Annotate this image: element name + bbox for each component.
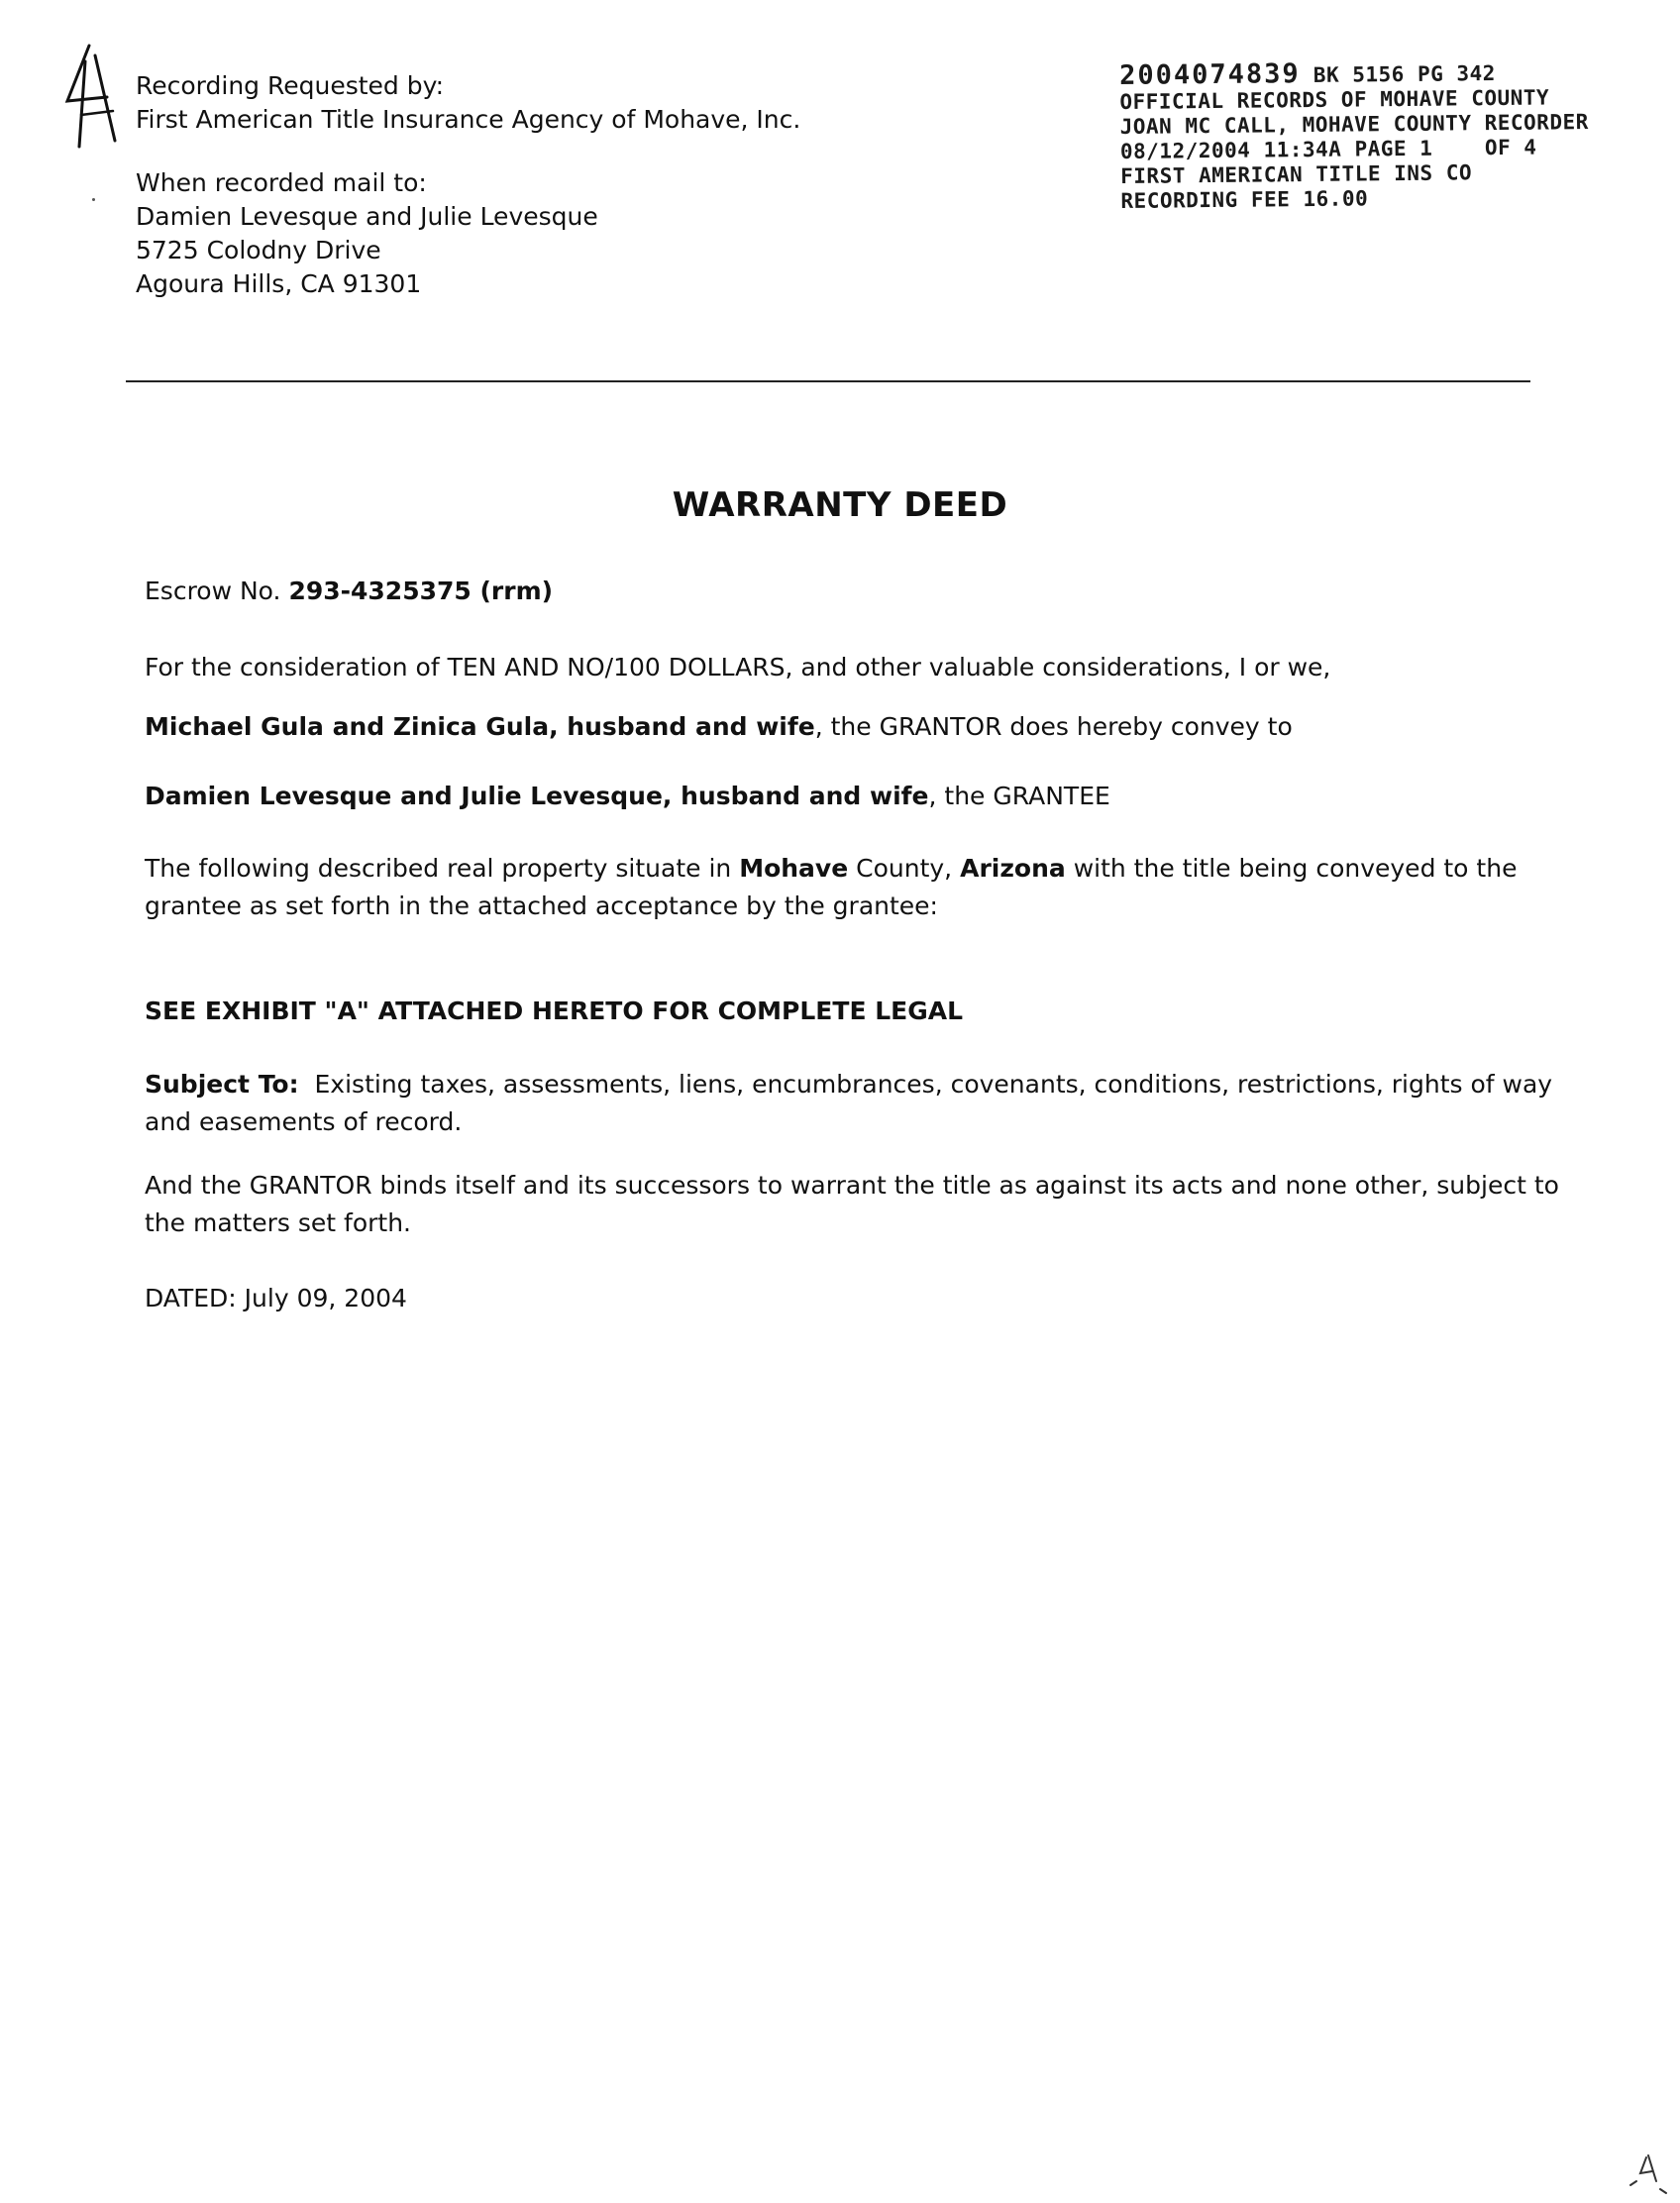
recording-info: [136, 69, 800, 301]
property-county: Mohave: [739, 854, 849, 883]
header-divider: [126, 380, 1530, 382]
escrow-label: Escrow No.: [145, 577, 281, 605]
stamp-page-of: OF 4: [1484, 135, 1537, 160]
document-title: WARRANTY DEED: [672, 485, 1008, 525]
stamp-recorder: JOAN MC CALL, MOHAVE COUNTY RECORDER: [1119, 110, 1589, 139]
warranty-text-2: the matters set forth.: [145, 1208, 412, 1237]
stamp-official-records: OFFICIAL RECORDS OF MOHAVE COUNTY: [1119, 85, 1550, 114]
property-text-4: grantee as set forth in the attached acceptance by the grantee:: [145, 892, 938, 920]
escrow-number: 293-4325375 (rrm): [288, 577, 554, 605]
grantee-suffix: , the GRANTEE: [928, 782, 1110, 810]
scan-speck: [92, 198, 95, 201]
dated-label: DATED:: [145, 1284, 237, 1312]
exhibit-line: [145, 993, 1531, 1030]
escrow-line: [145, 573, 1531, 610]
property-text-1: The following described real property situate in: [145, 854, 732, 883]
warranty-paragraph: [145, 1167, 1559, 1242]
stamp-fee: RECORDING FEE 16.00: [1120, 186, 1369, 213]
stamp-book-page: BK 5156 PG 342: [1312, 61, 1496, 87]
subject-to-text-1: Existing taxes, assessments, liens, encumbrances, covenants, conditions, restrictions, rights of way: [314, 1070, 1553, 1099]
consideration-line: For the consideration of TEN AND NO/100 DOLLARS, and other valuable considerations, I or we,: [145, 653, 1331, 682]
stamp-datetime: 08/12/2004 11:34A PAGE 1: [1119, 136, 1433, 163]
warranty-text-1: And the GRANTOR binds itself and its successors to warrant the title as against its acts and none other, subject to: [145, 1171, 1559, 1200]
subject-to-label: Subject To:: [145, 1070, 299, 1099]
recording-requested-by: First American Title Insurance Agency of Mohave, Inc.: [136, 105, 801, 134]
property-paragraph: [145, 850, 1531, 925]
grantee-line: [145, 778, 1531, 815]
grantor-names: Michael Gula and Zinica Gula, husband and wife: [145, 712, 815, 741]
handwritten-mark: [59, 42, 117, 151]
stamp-company: FIRST AMERICAN TITLE INS CO: [1120, 160, 1473, 188]
exhibit-text: SEE EXHIBIT "A" ATTACHED HERETO FOR COMPLETE LEGAL: [145, 997, 964, 1025]
grantor-line: [145, 708, 1531, 746]
recorder-stamp: [1119, 58, 1590, 214]
mail-to-name: Damien Levesque and Julie Levesque: [136, 202, 598, 231]
dated-value: July 09, 2004: [244, 1284, 407, 1312]
property-text-3: with the title being conveyed to the: [1073, 854, 1518, 883]
subject-to-paragraph: [145, 1066, 1553, 1141]
subject-to-text-2: and easements of record.: [145, 1107, 463, 1136]
recording-requested-label: Recording Requested by:: [136, 71, 444, 100]
grantor-suffix: , the GRANTOR does hereby convey to: [814, 712, 1293, 741]
mail-to-city: Agoura Hills, CA 91301: [136, 269, 422, 298]
grantee-names: Damien Levesque and Julie Levesque, husband and wife: [145, 782, 929, 810]
mail-to-label: When recorded mail to:: [136, 168, 427, 197]
property-text-2: County,: [856, 854, 953, 883]
dated-line: [145, 1280, 1531, 1317]
property-state: Arizona: [960, 854, 1066, 883]
stamp-doc-number: 2004074839: [1118, 58, 1301, 91]
mail-to-street: 5725 Colodny Drive: [136, 236, 381, 264]
scan-artifact-mark: [1617, 2151, 1672, 2197]
